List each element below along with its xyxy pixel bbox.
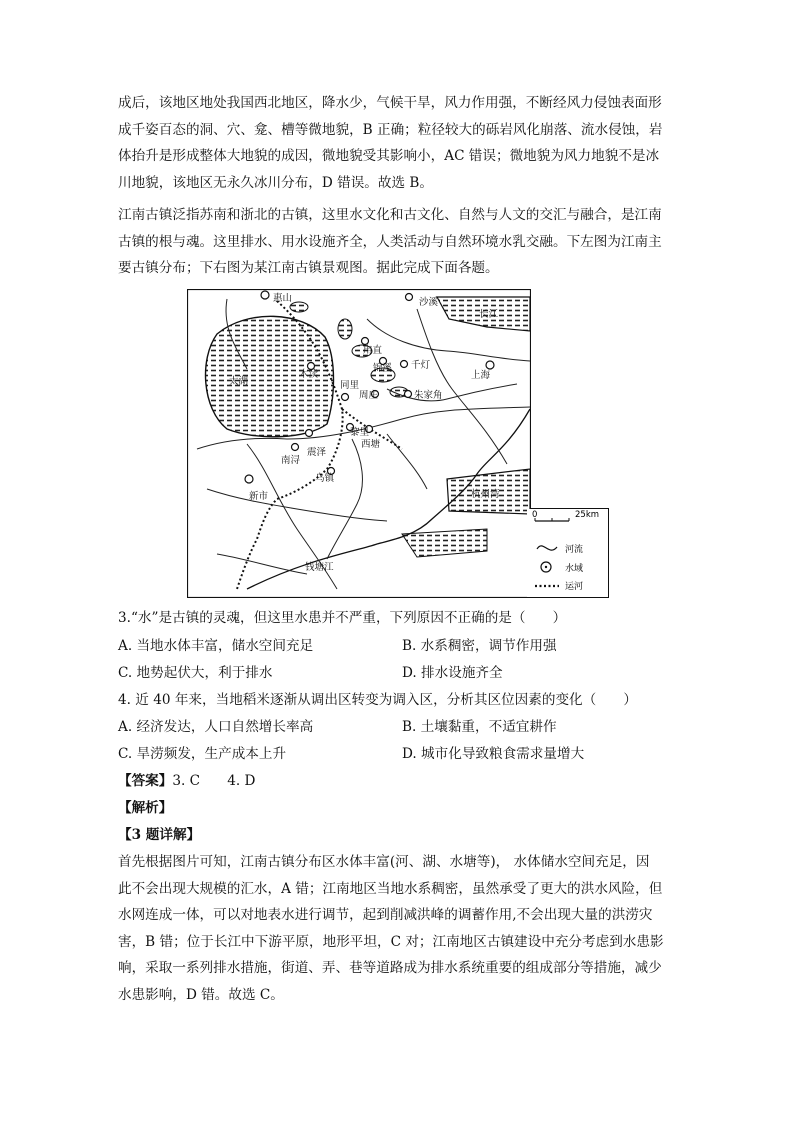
label-shaxi: 沙溪 xyxy=(419,297,439,308)
label-luzhi: 甪直 xyxy=(363,345,383,356)
label-zhouzhuang: 周庄 xyxy=(359,390,379,401)
scale-label: 25km xyxy=(575,510,600,520)
explanation-line: 害，B 错；位于长江中下游平原，地形平坦，C 对；江南地区古镇建设中充分考虑到水患影 xyxy=(118,933,664,950)
q3-stem: 3.“水”是古镇的灵魂，但这里水患并不严重，下列原因不正确的是（ ） xyxy=(118,610,567,626)
label-changjiang: 长江 xyxy=(479,309,499,320)
label-huishan: 惠山 xyxy=(273,293,293,304)
intro-line: 成千姿百态的洞、穴、龛、槽等微地貌，B 正确；粒径较大的砾岩风化崩落、流水侵蚀，岩 xyxy=(118,121,663,138)
q4-option-b: B. 土壤黏重，不适宜耕作 xyxy=(402,719,557,735)
label-jinxi: 锦溪 xyxy=(373,363,393,374)
intro-line: 体抬升是形成整体大地貌的成因，微地貌受其影响小，AC 错误；微地貌为风力地貌不是冰 xyxy=(118,148,660,164)
legend-panel xyxy=(531,508,609,598)
label-xinshi: 新市 xyxy=(249,491,269,502)
intro-line: 川地貌，该地区无永久冰川分布，D 错误。故选 B。 xyxy=(118,174,433,191)
q4-option-a: A. 经济发达，人口自然增长率高 xyxy=(118,719,314,735)
label-qiandeng: 千灯 xyxy=(411,360,431,371)
river-legend-icon xyxy=(537,546,557,550)
answer-text: 3. C 4. D xyxy=(172,773,256,789)
q3-option-a: A. 当地水体丰富，储水空间充足 xyxy=(118,638,314,654)
analysis-label: 【解析】 xyxy=(118,800,173,816)
q4-option-c: C. 旱涝频发，生产成本上升 xyxy=(118,746,287,762)
scale-zero: 0 xyxy=(532,510,538,520)
label-taihu: 太湖 xyxy=(229,376,249,387)
explanation-line: 水患影响，D 错。故选 C。 xyxy=(118,986,284,1003)
jiangnan-towns-map xyxy=(187,289,531,598)
legend-water: 水域 xyxy=(565,564,584,574)
intro-line: 成后，该地区地处我国西北地区，降水少，气候干旱，风力作用强，不断经风力侵蚀表面形 xyxy=(118,95,662,111)
explanation-line: 响，采取一系列排水措施，街道、弄、巷等道路成为排水系统重要的组成部分等措施，减少 xyxy=(118,960,662,976)
answer-label: 【答案】 xyxy=(118,773,173,789)
passage-paragraph xyxy=(118,202,678,282)
label-xitang: 西塘 xyxy=(361,439,381,450)
label-hangzhouwan: 杭州湾 xyxy=(471,489,500,500)
label-lili: 黎里 xyxy=(350,427,370,438)
legend-canal: 运河 xyxy=(565,582,584,592)
detail-label: 【3 题详解】 xyxy=(118,827,201,843)
q4-stem: 4. 近 40 年来，当地稻米逐渐从调出区转变为调入区，分析其区位因素的变化（ ） xyxy=(118,692,638,708)
passage-line: 江南古镇泛指苏南和浙北的古镇，这里水文化和古文化、自然与人文的交汇与融合，是江南 xyxy=(118,207,662,223)
label-mudu: 木渎 xyxy=(299,369,319,380)
explanation-line: 首先根据图片可知，江南古镇分布区水体丰富(河、湖、水塘等)， 水体储水空间充足，因 xyxy=(118,854,650,870)
q3-option-b: B. 水系稠密，调节作用强 xyxy=(402,638,557,654)
label-wuzhen: 乌镇 xyxy=(315,473,335,484)
q3-option-d: D. 排水设施齐全 xyxy=(402,665,503,681)
passage-line: 古镇的根与魂。这里排水、用水设施齐全，人类活动与自然环境水乳交融。下左图为江南主 xyxy=(118,233,662,250)
label-qiantangjiang: 钱塘江 xyxy=(305,562,334,573)
intro-paragraph xyxy=(118,90,678,196)
passage-line: 要古镇分布；下右图为某江南古镇景观图。据此完成下面各题。 xyxy=(118,260,499,276)
explanation-paragraph xyxy=(118,849,678,1008)
answer-line xyxy=(118,769,255,789)
label-zhujiajiao: 朱家角 xyxy=(414,390,443,401)
label-nanxun: 南浔 xyxy=(281,455,301,466)
q3-option-c: C. 地势起伏大，利于排水 xyxy=(118,665,273,681)
q4-option-d: D. 城市化导致粮食需求量增大 xyxy=(402,746,585,762)
legend-river: 河流 xyxy=(565,545,584,555)
label-shanghai: 上海 xyxy=(471,370,491,381)
explanation-line: 此不会出现大规模的汇水，A 错；江南地区当地水系稠密，虽然承受了更大的洪水风险，但 xyxy=(118,880,663,897)
label-zhenze: 震泽 xyxy=(307,447,327,458)
explanation-line: 水网连成一体，可以对地表水进行调节，起到削减洪峰的调蓄作用,不会出现大量的洪涝灾 xyxy=(118,907,653,923)
label-tongli: 同里 xyxy=(340,380,360,391)
